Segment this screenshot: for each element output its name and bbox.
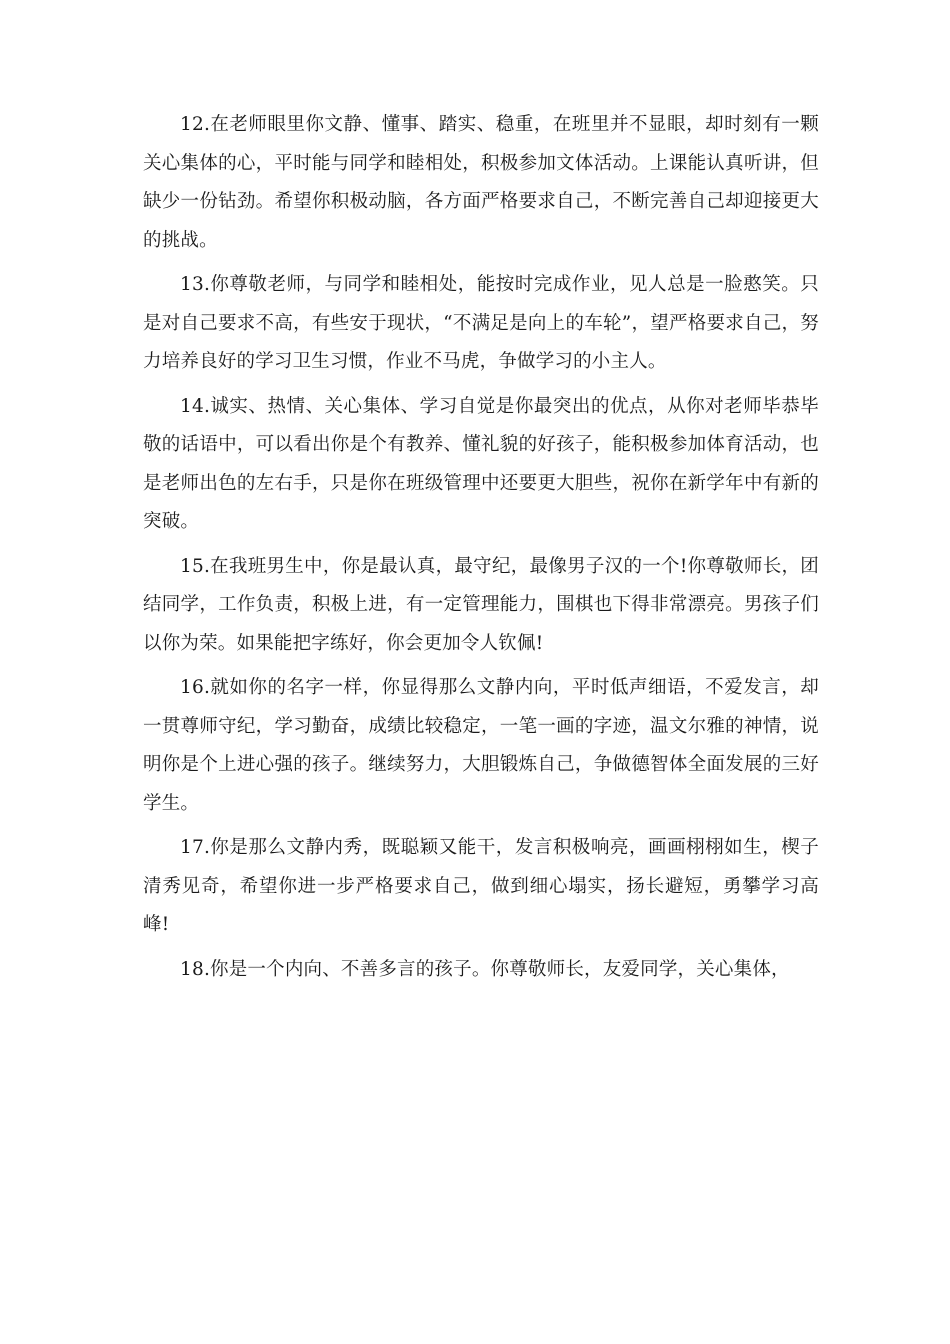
document-body	[143, 106, 819, 995]
paragraph-12: 12.在老师眼里你文静、懂事、踏实、稳重，在班里并不显眼，却时刻有一颗关心集体的心，平时能与同学和睦相处，积极参加文体活动。上课能认真听讲，但缺少一份钻劲。希望你积极动脑，各方面严格要求自己，不断完善自己却迎接更大的挑战。	[143, 114, 819, 251]
paragraph-13: 13.你尊敬老师，与同学和睦相处，能按时完成作业，见人总是一脸憨笑。只是对自己要求不高，有些安于现状，“不满足是向上的车轮”，望严格要求自己，努力培养良好的学习卫生习惯，作业不马虎，争做学习的小主人。	[143, 274, 819, 372]
paragraph-17: 17.你是那么文静内秀，既聪颖又能干，发言积极响亮，画画栩栩如生，楔子清秀见奇，希望你进一步严格要求自己，做到细心塌实，扬长避短，勇攀学习高峰!	[143, 837, 819, 935]
paragraph-16: 16.就如你的名字一样，你显得那么文静内向，平时低声细语，不爱发言，却一贯尊师守纪，学习勤奋，成绩比较稳定，一笔一画的字迹，温文尔雅的神情，说明你是个上进心强的孩子。继续努力，大胆锻炼自己，争做德智体全面发展的三好学生。	[143, 677, 819, 814]
paragraph-15: 15.在我班男生中，你是最认真，最守纪，最像男子汉的一个!你尊敬师长，团结同学，工作负责，积极上进，有一定管理能力，围棋也下得非常漂亮。男孩子们以你为荣。如果能把字练好，你会更加令人钦佩!	[143, 555, 819, 654]
paragraph-14: 14.诚实、热情、关心集体、学习自觉是你最突出的优点，从你对老师毕恭毕敬的话语中，可以看出你是个有教养、懂礼貌的好孩子，能积极参加体育活动，也是老师出色的左右手，只是你在班级管理中还要更大胆些，祝你在新学年中有新的突破。	[143, 395, 819, 532]
paragraph-18: 18.你是一个内向、不善多言的孩子。你尊敬师长，友爱同学，关心集体，	[180, 958, 790, 980]
